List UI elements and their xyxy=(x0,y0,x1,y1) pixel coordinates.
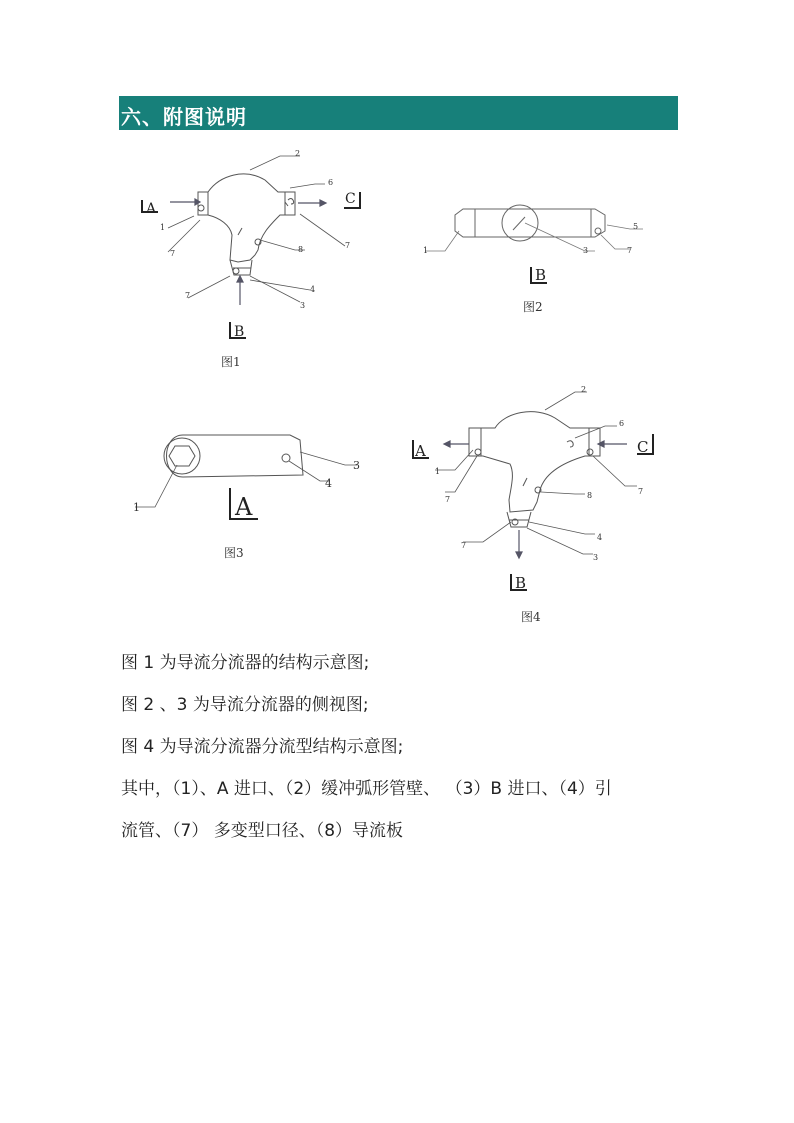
figure-2-drawing xyxy=(415,195,655,295)
figure-4-caption: 图4 xyxy=(521,610,541,624)
fig1-callout: 7 xyxy=(345,241,351,250)
fig1-callout: 1 xyxy=(160,223,166,232)
fig2-callout: 7 xyxy=(627,246,633,255)
fig2-label-B: B xyxy=(535,266,547,284)
fig2-callout: 1 xyxy=(423,246,429,255)
figure-4-drawing xyxy=(405,382,665,597)
fig4-callout: 1 xyxy=(435,467,441,476)
fig1-label-C: C xyxy=(345,191,356,207)
fig4-callout: 7 xyxy=(638,487,644,496)
fig4-label-B: B xyxy=(515,574,527,592)
figure-1-caption: 图1 xyxy=(221,355,241,369)
fig1-callout: 3 xyxy=(300,301,306,310)
fig1-label-B: B xyxy=(234,324,245,340)
fig4-callout: 8 xyxy=(587,491,593,500)
fig3-callout: 4 xyxy=(325,477,332,490)
paragraph-fig4: 图 4 为导流分流器分流型结构示意图; xyxy=(121,737,404,757)
fig3-callout: 3 xyxy=(353,459,360,472)
fig4-callout: 4 xyxy=(597,533,603,542)
fig2-callout: 3 xyxy=(583,246,589,255)
fig4-label-A: A xyxy=(415,442,426,460)
figure-1-drawing xyxy=(130,140,370,345)
paragraph-fig1: 图 1 为导流分流器的结构示意图; xyxy=(121,653,370,673)
fig1-label-A: A xyxy=(146,201,157,217)
figure-3-caption: 图3 xyxy=(224,546,244,560)
figure-2-caption: 图2 xyxy=(523,300,543,314)
fig4-callout: 6 xyxy=(619,419,625,428)
fig1-callout: 7 xyxy=(185,291,191,300)
paragraph-fig2-3: 图 2 、3 为导流分流器的侧视图; xyxy=(121,695,369,715)
fig1-callout: 7 xyxy=(170,249,176,258)
fig3-callout: 1 xyxy=(133,501,140,514)
section-header-bar xyxy=(119,96,678,130)
paragraph-legend-line1: 其中，（1）、A 进口、（2）缓冲弧形管壁、 （3）B 进口、（4）引 xyxy=(121,779,612,799)
fig2-callout: 5 xyxy=(633,222,639,231)
fig4-callout: 7 xyxy=(445,495,451,504)
fig1-callout: 8 xyxy=(298,245,304,254)
fig4-callout: 3 xyxy=(593,553,599,562)
fig4-callout: 7 xyxy=(461,541,467,550)
fig4-callout: 2 xyxy=(581,385,587,394)
fig1-callout: 4 xyxy=(310,285,316,294)
section-title: 六、附图说明 xyxy=(121,105,247,129)
fig1-callout: 6 xyxy=(328,178,334,187)
fig4-label-C: C xyxy=(637,438,649,456)
fig1-callout: 2 xyxy=(295,149,301,158)
paragraph-legend-line2: 流管、（7） 多变型口径、（8）导流板 xyxy=(121,821,404,841)
figure-3-drawing xyxy=(125,425,375,525)
fig3-label-A: A xyxy=(235,493,253,521)
